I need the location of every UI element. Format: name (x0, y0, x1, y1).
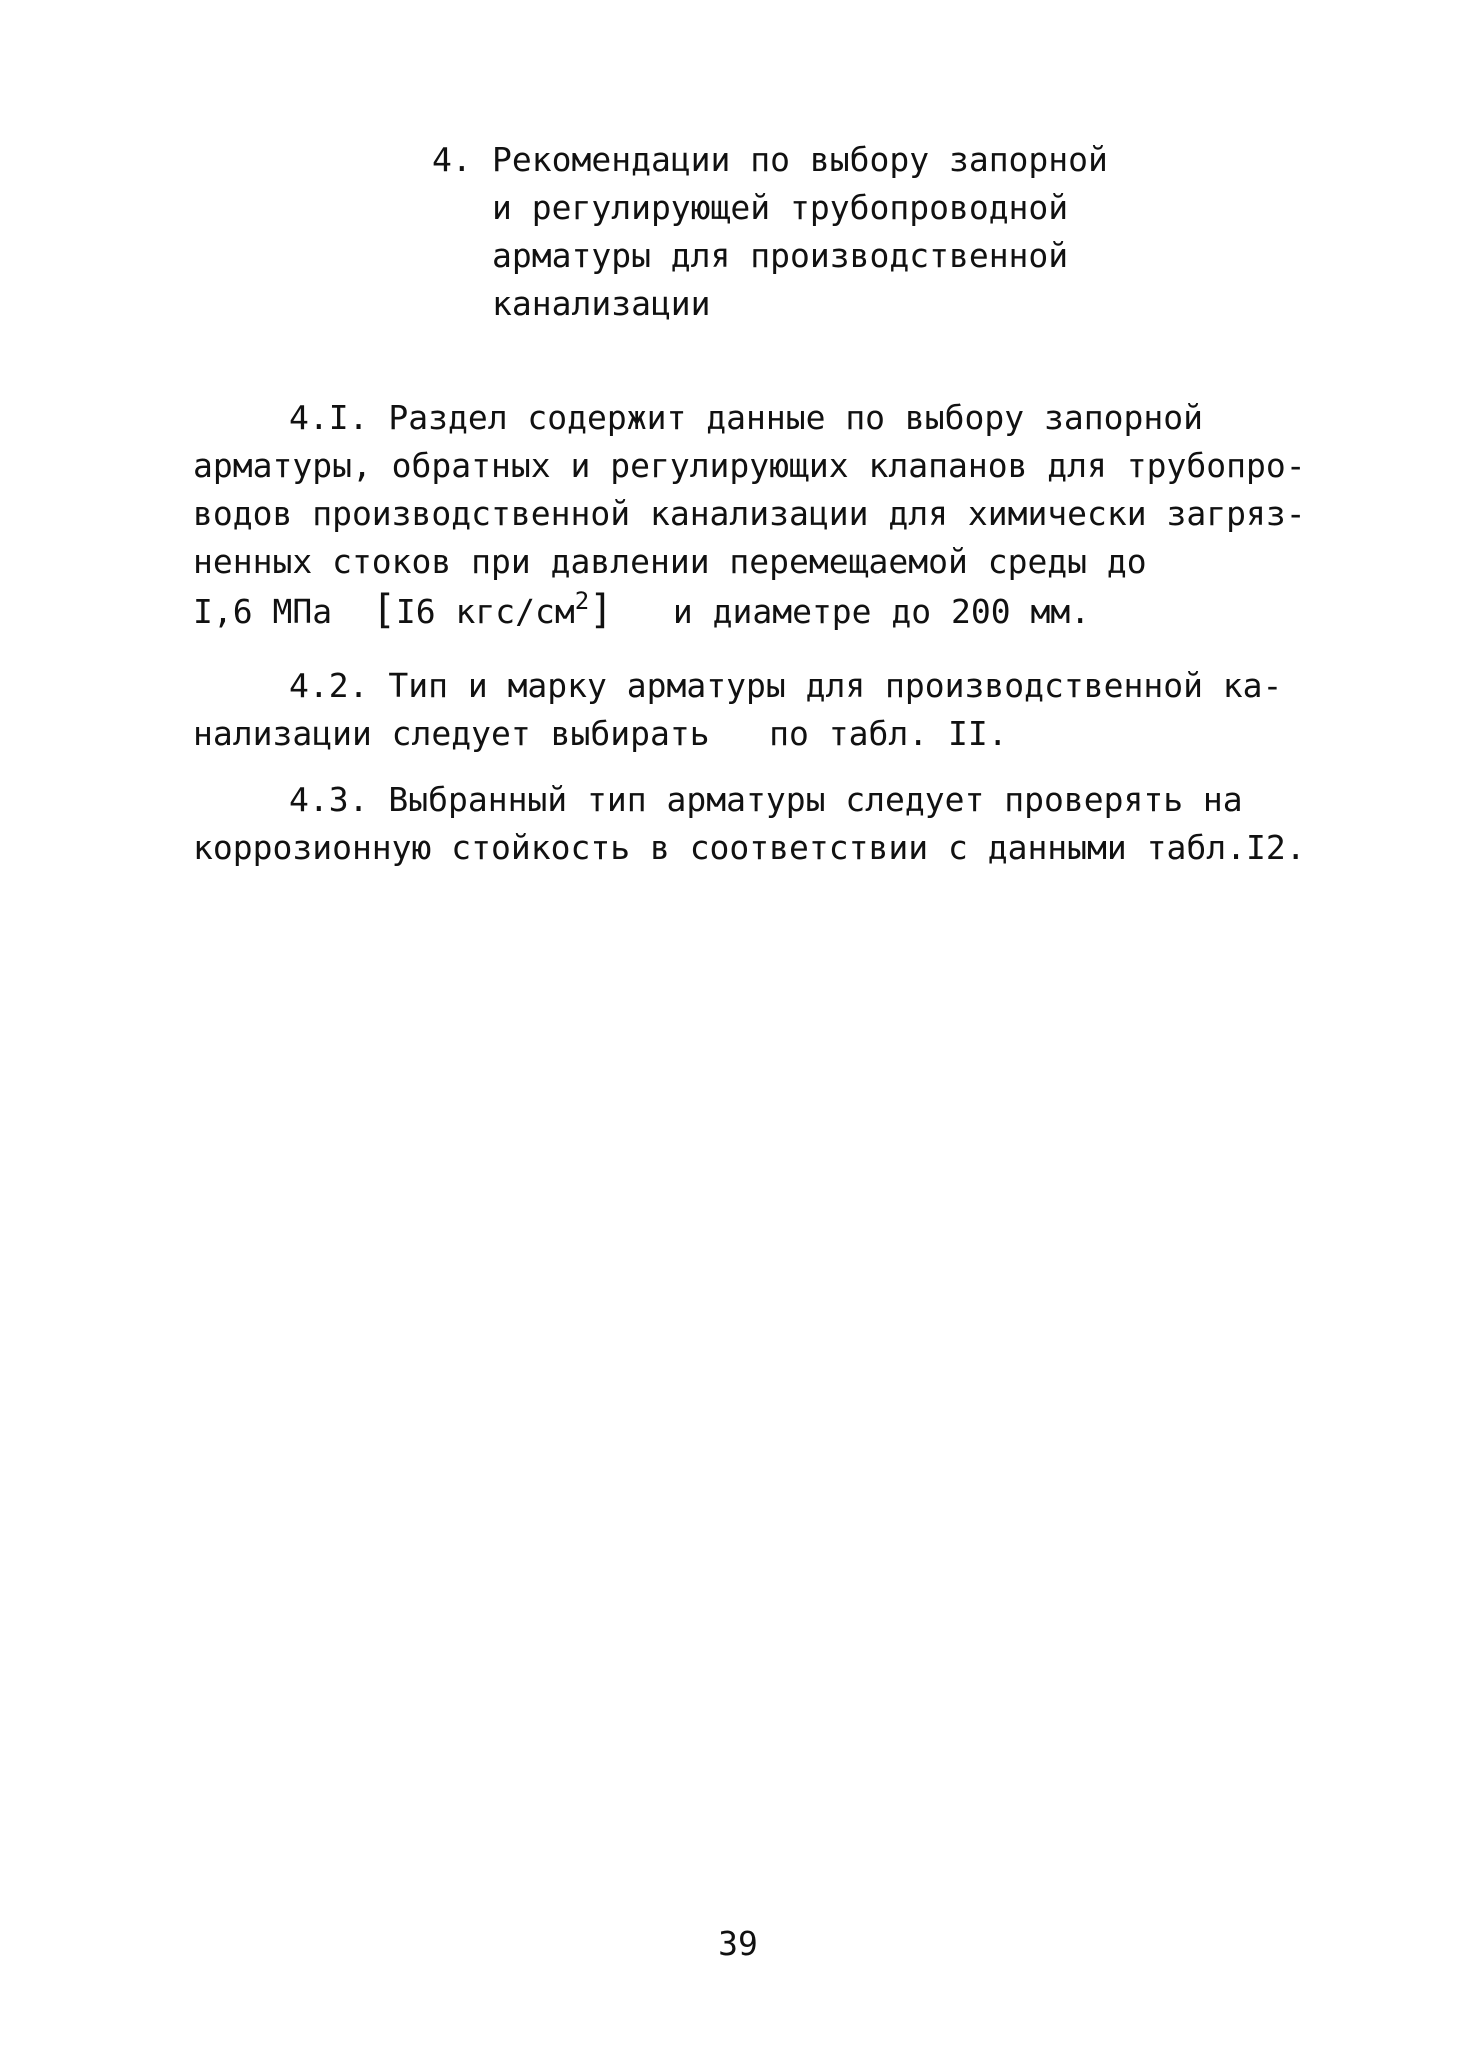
paragraph-line: нализации следует выбирать по табл. II. (193, 714, 1008, 753)
paragraph-line: коррозионную стойкость в соответствии с данными табл.I2. (193, 828, 1306, 867)
section-number: 4. (432, 140, 472, 179)
paragraph-4-2 (193, 662, 1313, 758)
paragraph-line: арматуры, обратных и регулирующих клапанов для трубопро- (193, 446, 1306, 485)
section-heading-line-4: канализации (492, 284, 711, 323)
page-number: 39 (718, 1924, 758, 1963)
section-heading-line-1: 4. Рекомендации по выбору запорной (432, 136, 1192, 184)
section-heading (432, 136, 1192, 328)
paragraph-line: 4.I. Раздел содержит данные по выбору запорной (289, 398, 1203, 437)
paragraph-line: водов производственной канализации для химически загряз- (193, 494, 1306, 533)
paragraph-line: 4.3. Выбранный тип арматуры следует проверять на (289, 780, 1243, 819)
paragraph-line: I,6 МПа [I6 кгс/$см^2$] и диаметре до 200 мм. (193, 587, 1091, 633)
open-bracket: [ (371, 587, 396, 633)
paragraph-4-1 (193, 394, 1313, 636)
section-heading-line-2: и регулирующей трубопроводной (492, 188, 1069, 227)
close-bracket: ] (589, 587, 614, 633)
paragraph-number: 4.2. (289, 666, 369, 705)
paragraph-4-3 (193, 776, 1313, 872)
paragraph-number: 4.I. (289, 398, 369, 437)
paragraph-line: 4.2. Тип и марку арматуры для производственной ка- (289, 666, 1283, 705)
paragraph-line: ненных стоков при давлении перемещаемой среды до (193, 542, 1147, 581)
section-heading-line-3: арматуры для производственной (492, 236, 1069, 275)
paragraph-number: 4.3. (289, 780, 369, 819)
superscript-exponent: 2 (574, 587, 590, 615)
